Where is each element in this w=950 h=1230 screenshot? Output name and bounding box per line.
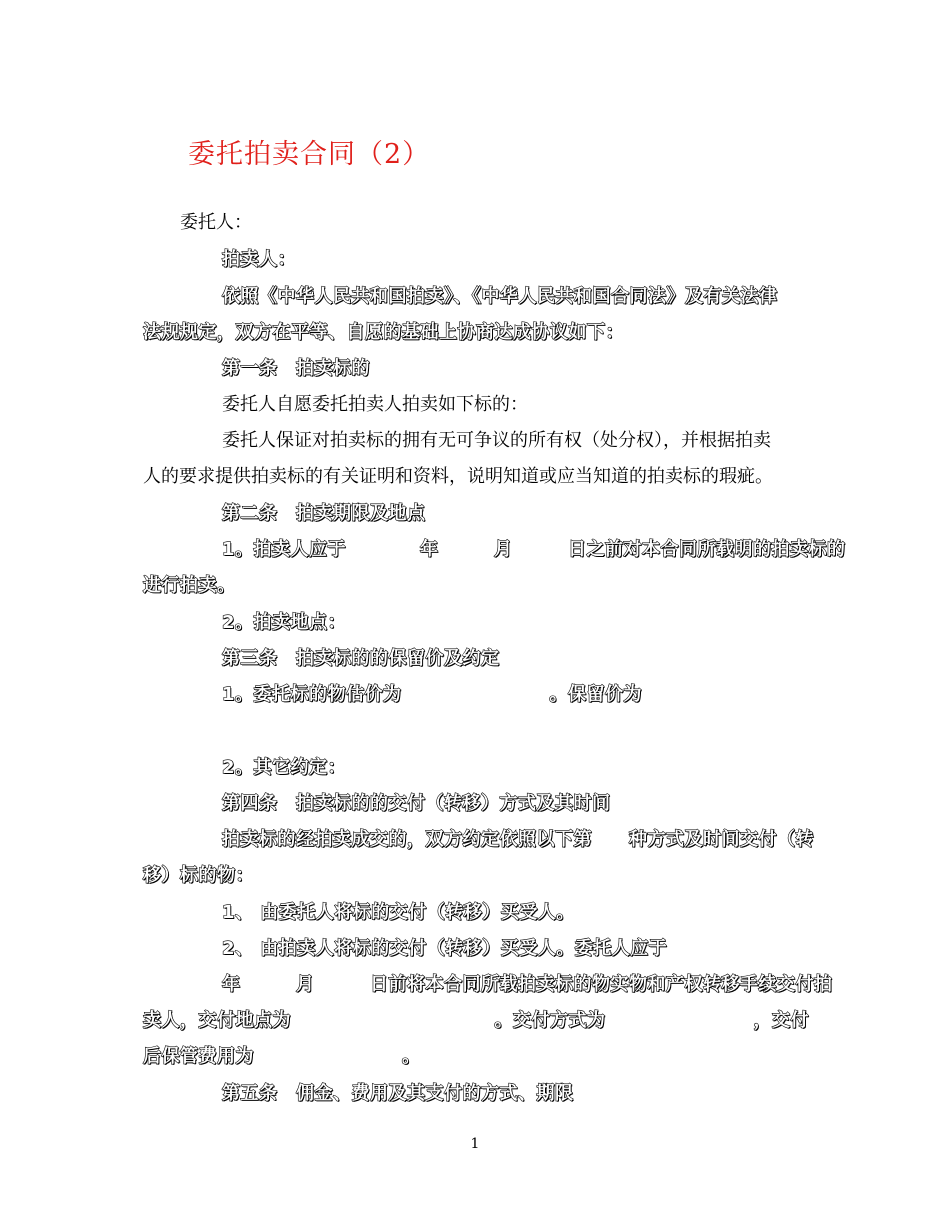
preamble-line-1: 依照《中华人民共和国拍卖》、《中华人民共和国合同法》及有关法律 bbox=[222, 286, 778, 307]
article-1-heading: 第一条 拍卖标的 bbox=[222, 358, 370, 379]
page-number: 1 bbox=[470, 1136, 480, 1152]
article-3-item-2: 2。其它约定： bbox=[222, 757, 347, 778]
article-5-heading: 第五条 佣金、费用及其支付的方式、期限 bbox=[222, 1083, 574, 1104]
article-4-line-2: 移）标的物： bbox=[143, 865, 254, 886]
article-2-item-2: 2。拍卖地点： bbox=[222, 612, 347, 633]
party-auctioneer: 拍卖人： bbox=[222, 249, 296, 270]
article-2-item-1-cont: 进行拍卖。 bbox=[143, 575, 236, 596]
article-2-heading: 第二条 拍卖期限及地点 bbox=[222, 503, 426, 524]
article-2-item-1: 1。拍卖人应于 年 月 日之前对本合同所载明的拍卖标的 bbox=[222, 539, 846, 560]
article-4-option-2-cont-3: 后保管费用为 。 bbox=[143, 1046, 421, 1067]
article-4-option-1: 1、 由委托人将标的交付（转移）买受人。 bbox=[222, 902, 575, 923]
article-1-line-3: 人的要求提供拍卖标的有关证明和资料，说明知道或应当知道的拍卖标的瑕疵。 bbox=[143, 466, 773, 487]
preamble-line-2: 法规规定，双方在平等、自愿的基础上协商达成协议如下： bbox=[143, 322, 624, 343]
article-4-heading: 第四条 拍卖标的的交付（转移）方式及其时间 bbox=[222, 793, 611, 814]
article-4-option-2: 2、 由拍卖人将标的交付（转移）买受人。委托人应于 bbox=[222, 938, 668, 959]
article-4-option-2-cont-2: 卖人，交付地点为 。交付方式为 ，交付 bbox=[143, 1010, 809, 1031]
party-principal: 委托人： bbox=[180, 212, 252, 233]
article-4-option-2-cont-1: 年 月 日前将本合同所载拍卖标的物实物和产权转移手续交付拍 bbox=[222, 974, 833, 995]
article-1-line-2: 委托人保证对拍卖标的拥有无可争议的所有权（处分权），并根据拍卖 bbox=[222, 430, 771, 451]
document-title: 委托拍卖合同（2） bbox=[188, 139, 431, 170]
article-1-line-1: 委托人自愿委托拍卖人拍卖如下标的： bbox=[222, 394, 528, 415]
article-3-item-1: 1。委托标的物估价为 。保留价为 bbox=[222, 684, 643, 705]
article-4-line-1: 拍卖标的经拍卖成交的，双方约定依照以下第 种方式及时间交付（转 bbox=[222, 829, 814, 850]
article-3-heading: 第三条 拍卖标的的保留价及约定 bbox=[222, 648, 500, 669]
